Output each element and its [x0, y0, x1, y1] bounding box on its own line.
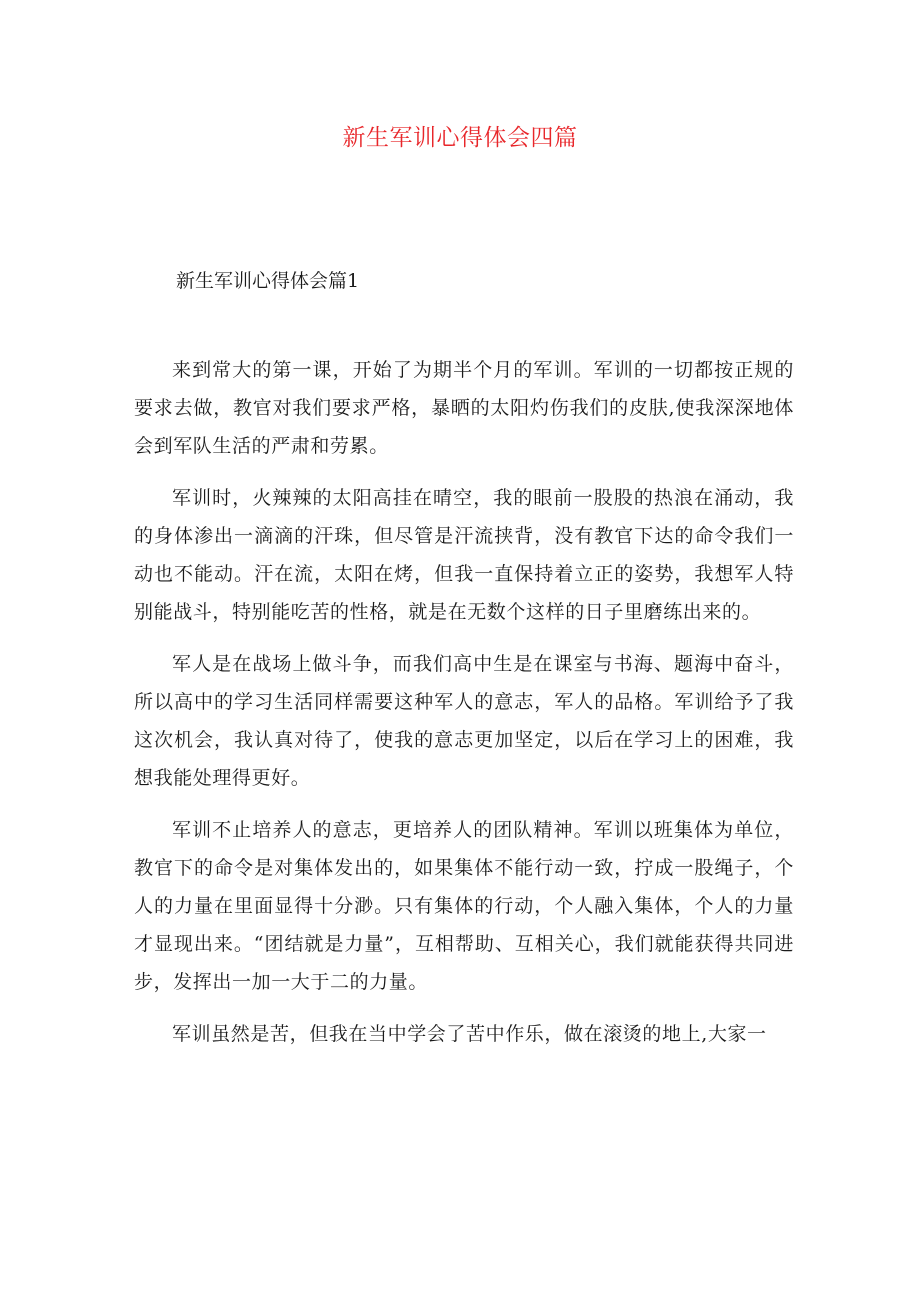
paragraph: 军人是在战场上做斗争，而我们高中生是在课室与书海、题海中奋斗，所以高中的学习生活同样需要这种军人的意志，军人的品格。军训给予了我这次机会，我认真对待了，使我的意志更加坚定，以后在学习上的困难，我想我能处理得更好。 [134, 653, 794, 789]
section-heading: 新生军训心得体会篇1 [176, 270, 360, 292]
paragraph: 军训不止培养人的意志，更培养人的团队精神。军训以班集体为单位，教官下的命令是对集体发出的，如果集体不能行动一致，拧成一股绳子，个人的力量在里面显得十分渺。只有集体的行动，个人融入集体，个人的力量才显现出来。“团结就是力量”，互相帮助、互相关心，我们就能获得共同进步，发挥出一加一大于二的力量。 [134, 819, 794, 993]
document-body [134, 351, 794, 1067]
paragraph: 军训虽然是苦，但我在当中学会了苦中作乐，做在滚烫的地上,大家一 [172, 1023, 767, 1045]
paragraph: 军训时，火辣辣的太阳高挂在晴空，我的眼前一股股的热浪在涌动，我的身体渗出一滴滴的汗珠，但尽管是汗流挟背，没有教官下达的命令我们一动也不能动。汗在流，太阳在烤，但我一直保持着立正的姿势，我想军人特别能战斗，特别能吃苦的性格，就是在无数个这样的日子里磨练出来的。 [134, 487, 794, 623]
paragraph: 来到常大的第一课，开始了为期半个月的军训。军训的一切都按正规的要求去做，教官对我们要求严格，暴晒的太阳灼伤我们的皮肤,使我深深地体会到军队生活的严肃和劳累。 [134, 359, 794, 457]
document-title: 新生军训心得体会四篇 [342, 125, 578, 151]
